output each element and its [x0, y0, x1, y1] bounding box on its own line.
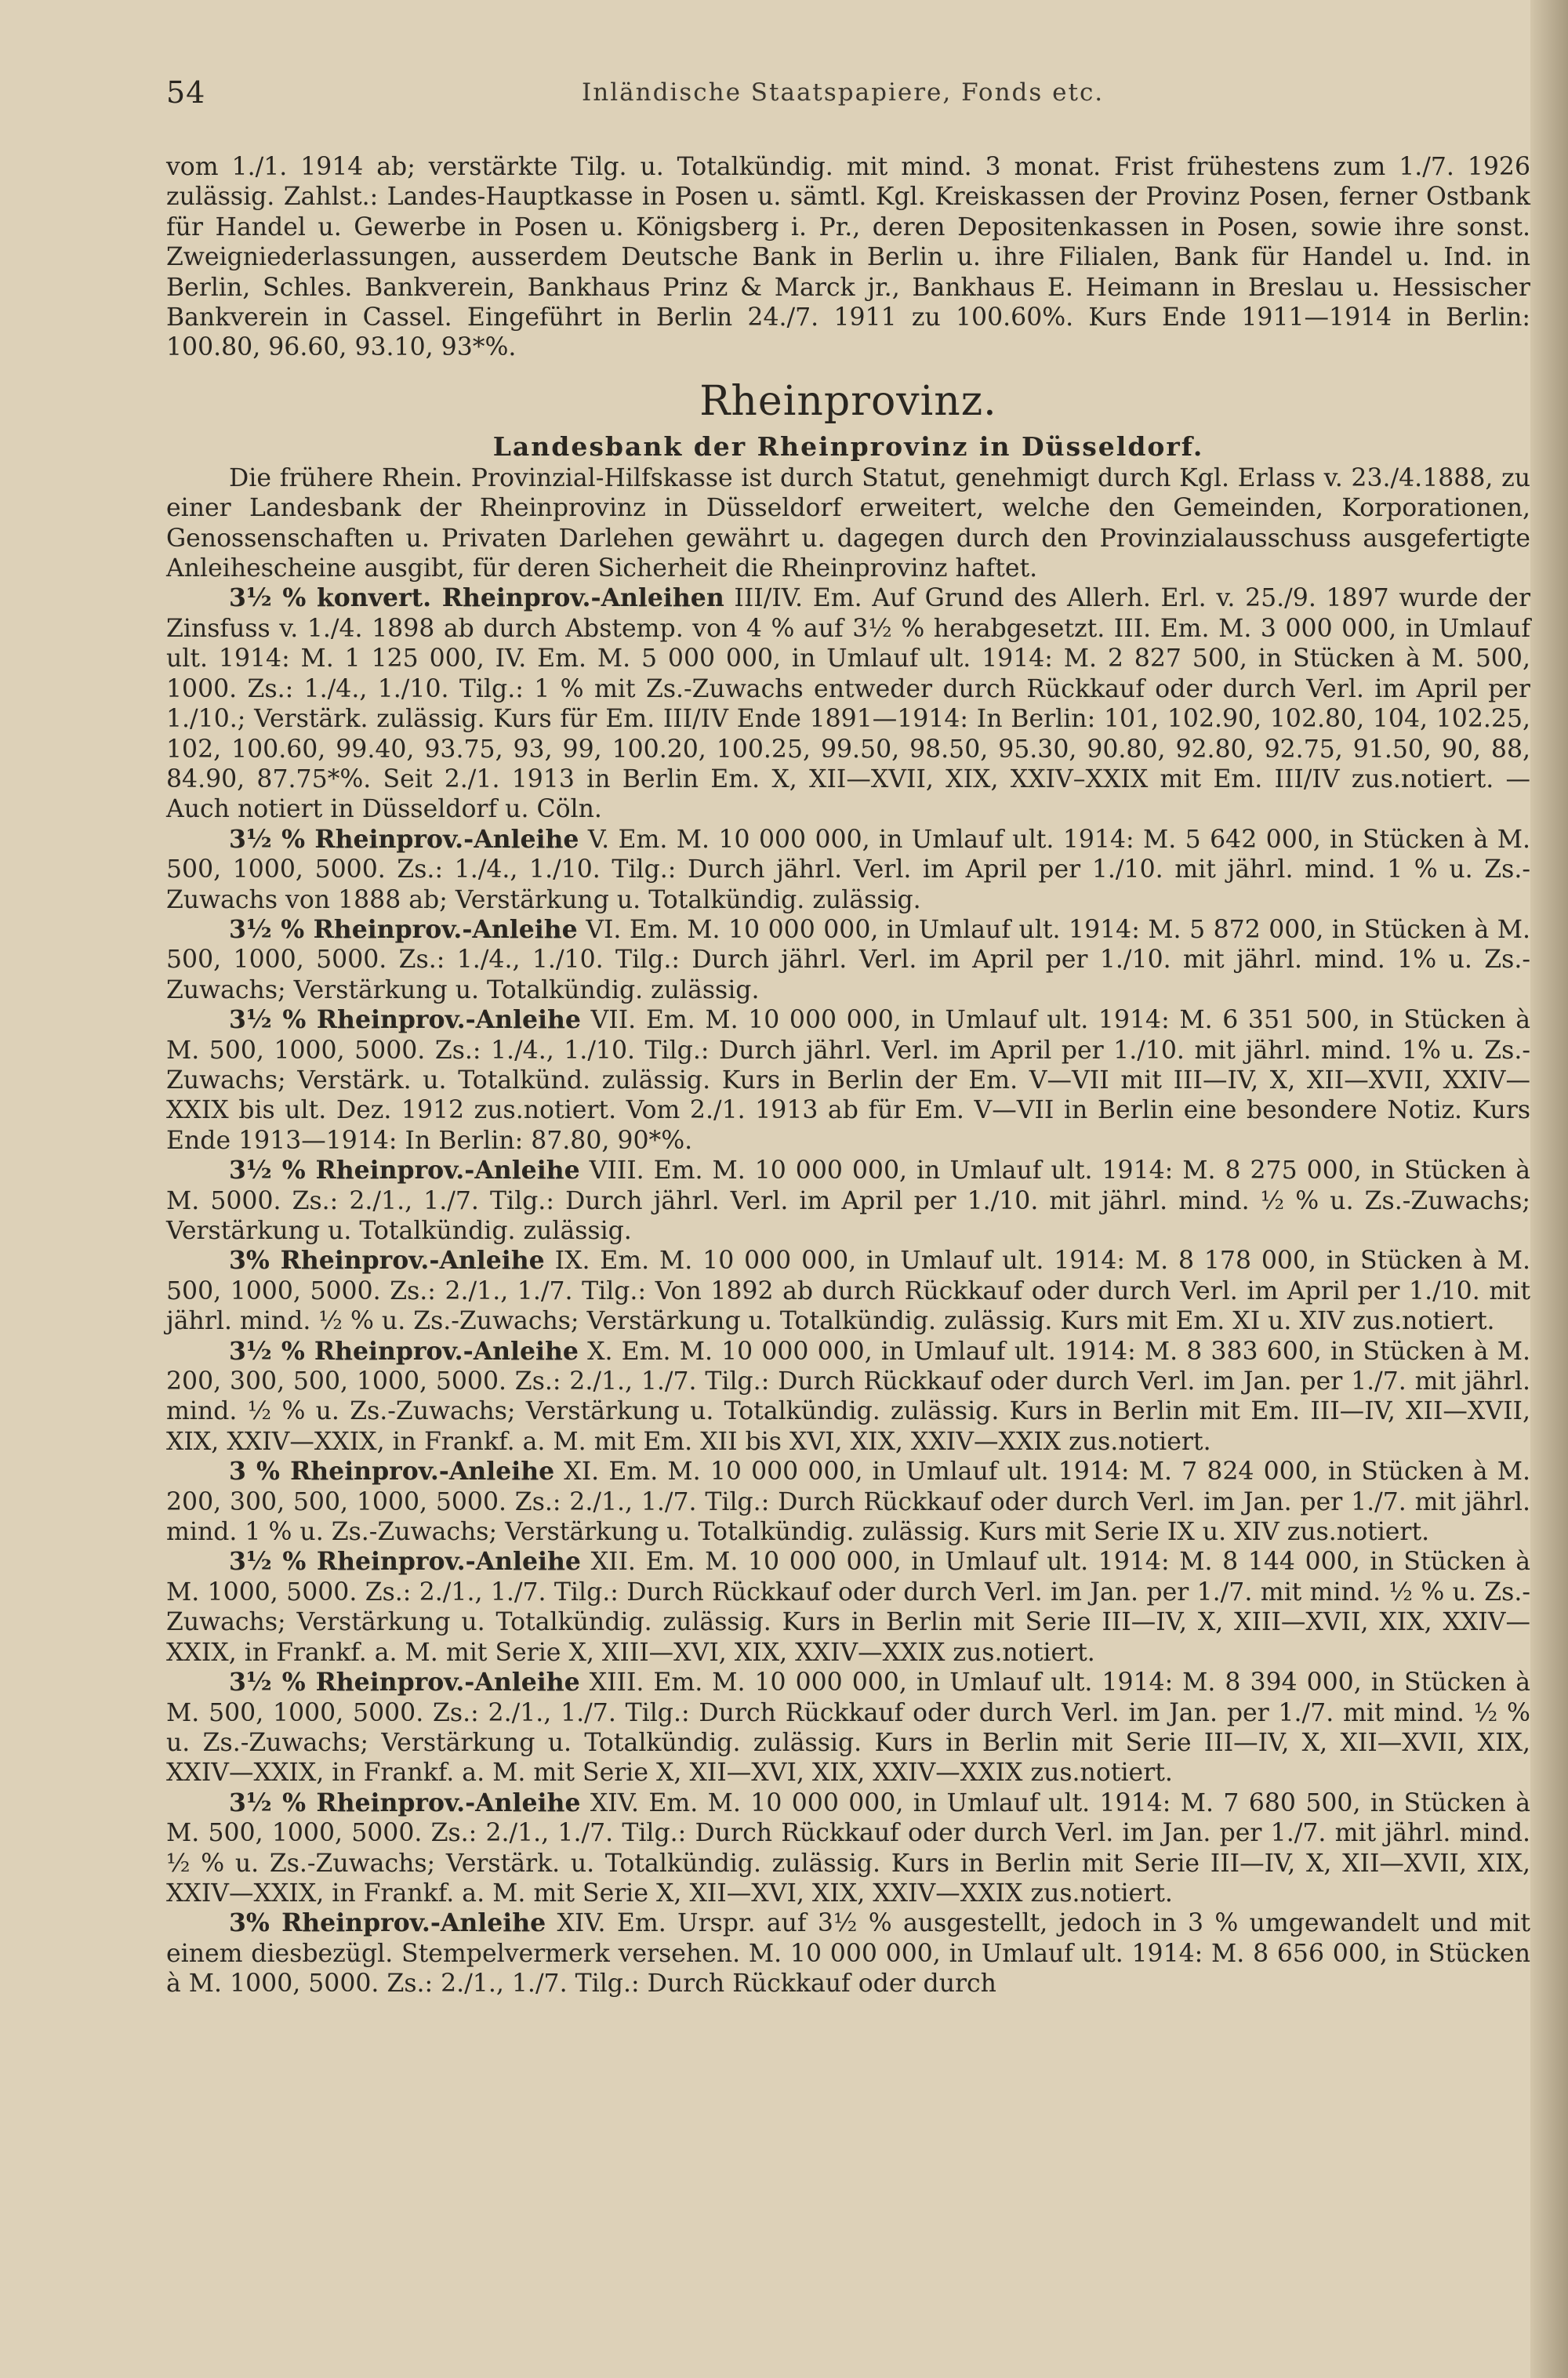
bond-entry	[166, 1337, 1530, 1458]
bond-details: VII. Em. M. 10 000 000, in Umlauf ult. 1914: M. 6 351 500, in Stücken à M. 500, 1000, 5000. Zs.: 1./4., 1./10. Tilg.: Durch jährl. Verl. im April per 1./10. mit jährl. mind. 1% u. Zs.-Zuwachs; Verstärk. u. Totalkünd. zulässig. Kurs in Berlin der Em. V—VII mit III—IV, X, XII—XVII, XXIV—XXIX bis ult. Dez. 1912 zus.notiert. Vom 2./1. 1913 ab für Em. V—VII in Berlin eine besondere Notiz. Kurs Ende 1913—1914: In Berlin: 87.80, 90*%.	[166, 1006, 1530, 1155]
bond-entry	[166, 1246, 1530, 1336]
bond-details: XI. Em. M. 10 000 000, in Umlauf ult. 1914: M. 7 824 000, in Stücken à M. 200, 300, 500, 1000, 5000. Zs.: 2./1., 1./7. Tilg.: Durch Rückkauf oder durch Verl. im Jan. per 1./7. mit jährl. mind. 1 % u. Zs.-Zuwachs; Verstärkung u. Totalkündig. zulässig. Kurs mit Serie IX u. XIV zus.notiert.	[166, 1458, 1530, 1547]
bond-name: 3½ % Rheinprov.-Anleihe	[229, 1788, 581, 1817]
bond-entry	[166, 1005, 1530, 1156]
bond-details: III/IV. Em. Auf Grund des Allerh. Erl. v. 25./9. 1897 wurde der Zinsfuss v. 1./4. 1898 ab durch Abstemp. von 4 % auf 3½ % herabgesetzt. III. Em. M. 3 000 000, in Umlauf ult. 1914: M. 1 125 000, IV. Em. M. 5 000 000, in Umlauf ult. 1914: M. 2 827 500, in Stücken à M. 500, 1000. Zs.: 1./4., 1./10. Tilg.: 1 % mit Zs.-Zuwachs entweder durch Rückkauf oder durch Verl. im April per 1./10.; Verstärk. zulässig. Kurs für Em. III/IV Ende 1891—1914: In Berlin: 101, 102.90, 102.80, 104, 102.25, 102, 100.60, 99.40, 93.75, 93, 99, 100.20, 100.25, 99.50, 98.50, 95.30, 90.80, 92.80, 92.75, 91.50, 90, 88, 84.90, 87.75*%. Seit 2./1. 1913 in Berlin Em. X, XII—XVII, XIX, XXIV–XXIX mit Em. III/IV zus.notiert. — Auch notiert in Düsseldorf u. Cöln.	[166, 584, 1530, 824]
bond-entry	[166, 915, 1530, 1005]
bond-details: XII. Em. M. 10 000 000, in Umlauf ult. 1914: M. 8 144 000, in Stücken à M. 1000, 5000. Zs.: 2./1., 1./7. Tilg.: Durch Rückkauf oder durch Verl. im Jan. per 1./7. mit mind. ½ % u. Zs.-Zuwachs; Verstärkung u. Totalkündig. zulässig. Kurs in Berlin mit Serie III—IV, X, XIII—XVII, XIX, XXIV—XXIX, in Frankf. a. M. mit Serie X, XIII—XVI, XIX, XXIV—XXIX zus.notiert.	[166, 1548, 1530, 1667]
bond-name: 3% Rheinprov.-Anleihe	[229, 1246, 545, 1276]
bond-details: V. Em. M. 10 000 000, in Umlauf ult. 1914: M. 5 642 000, in Stücken à M. 500, 1000, 5000. Zs.: 1./4., 1./10. Tilg.: Durch jährl. Verl. im April per 1./10. mit jährl. mind. 1 % u. Zs.-Zuwachs von 1888 ab; Verstärkung u. Totalkündig. zulässig.	[166, 825, 1530, 914]
section-title: Rheinprovinz.	[699, 377, 997, 425]
bond-name: 3½ % Rheinprov.-Anleihe	[229, 914, 578, 944]
bond-entry	[166, 1788, 1530, 1909]
intro-paragraph: vom 1./1. 1914 ab; verstärkte Tilg. u. Totalkündig. mit mind. 3 monat. Frist frühestens zum 1./7. 1926 zulässig. Zahlst.: Landes-Hauptkasse in Posen u. sämtl. Kgl. Kreiskassen der Provinz Posen, ferner Ostbank für Handel u. Gewerbe in Posen u. Königsberg i. Pr., deren Depositenkassen in Posen, sowie ihre sonst. Zweigniederlassungen, ausserdem Deutsche Bank in Berlin u. ihre Filialen, Bank für Handel u. Ind. in Berlin, Schles. Bankverein, Bankhaus Prinz & Marck jr., Bankhaus E. Heimann in Breslau u. Hessischer Bankverein in Cassel. Eingeführt in Berlin 24./7. 1911 zu 100.60%. Kurs Ende 1911—1914 in Berlin: 100.80, 96.60, 93.10, 93*%.	[166, 153, 1530, 362]
bond-name: 3½ % Rheinprov.-Anleihe	[229, 1336, 579, 1366]
page-edge-shadow	[1530, 0, 1568, 2378]
bond-details: XIII. Em. M. 10 000 000, in Umlauf ult. 1914: M. 8 394 000, in Stücken à M. 500, 1000, 5000. Zs.: 2./1., 1./7. Tilg.: Durch Rückkauf oder durch Verl. im Jan. per 1./7. mit mind. ½ % u. Zs.-Zuwachs; Verstärkung u. Totalkündig. zulässig. Kurs in Berlin mit Serie III—IV, X, XII—XVII, XIX, XXIV—XXIX, in Frankf. a. M. mit Serie X, XII—XVI, XIX, XXIV—XXIX zus.notiert.	[166, 1668, 1530, 1788]
running-head: Inländische Staatspapiere, Fonds etc.	[582, 78, 1105, 107]
body-text	[166, 152, 1530, 1999]
bond-entry	[166, 1457, 1530, 1547]
bond-details: X. Em. M. 10 000 000, in Umlauf ult. 1914: M. 8 383 600, in Stücken à M. 200, 300, 500, 1000, 5000. Zs.: 2./1., 1./7. Tilg.: Durch Rückkauf oder durch Verl. im Jan. per 1./7. mit jährl. mind. ½ % u. Zs.-Zuwachs; Verstärkung u. Totalkündig. zulässig. Kurs in Berlin mit Em. III—IV, XII—XVII, XIX, XXIV—XXIX, in Frankf. a. M. mit Em. XII bis XVI, XIX, XXIV—XXIX zus.notiert.	[166, 1337, 1530, 1456]
page-header	[166, 75, 1546, 122]
bond-name: 3½ % konvert. Rheinprov.-Anleihen	[229, 583, 724, 613]
description-paragraph: Die frühere Rhein. Provinzial-Hilfskasse ist durch Statut, genehmigt durch Kgl. Erlass v. 23./4.1888, zu einer Landesbank der Rheinprovinz in Düsseldorf erweitert, welche den Gemeinden, Korporationen, Genossenschaften u. Privaten Darlehen gewährt u. dagegen durch den Provinzialausschuss ausgefertigte Anleihescheine ausgibt, für deren Sicherheit die Rheinprovinz haftet.	[166, 463, 1530, 583]
page-number: 54	[166, 75, 206, 110]
bond-entry	[166, 1547, 1530, 1668]
section-subtitle: Landesbank der Rheinprovinz in Düsseldorf.	[492, 430, 1204, 462]
bond-entry	[166, 1668, 1530, 1788]
bond-entry	[166, 825, 1530, 915]
bond-name: 3% Rheinprov.-Anleihe	[229, 1908, 546, 1938]
bond-details: VI. Em. M. 10 000 000, in Umlauf ult. 1914: M. 5 872 000, in Stücken à M. 500, 1000, 5000. Zs.: 1./4., 1./10. Tilg.: Durch jährl. Verl. im April per 1./10. mit jährl. mind. 1% u. Zs.-Zuwachs; Verstärkung u. Totalkündig. zulässig.	[166, 915, 1530, 1004]
bond-details: VIII. Em. M. 10 000 000, in Umlauf ult. 1914: M. 8 275 000, in Stücken à M. 5000. Zs.: 2./1., 1./7. Tilg.: Durch jährl. Verl. im April per 1./10. mit jährl. mind. ½ % u. Zs.-Zuwachs; Verstärkung u. Totalkündig. zulässig.	[166, 1156, 1530, 1245]
bond-name: 3½ % Rheinprov.-Anleihe	[229, 1005, 581, 1035]
bond-name: 3½ % Rheinprov.-Anleihe	[229, 1156, 580, 1185]
bond-name: 3½ % Rheinprov.-Anleihe	[229, 1668, 580, 1697]
bond-details: XIV. Em. M. 10 000 000, in Umlauf ult. 1914: M. 7 680 500, in Stücken à M. 500, 1000, 5000. Zs.: 2./1., 1./7. Tilg.: Durch Rückkauf oder durch Verl. im Jan. per 1./7. mit jährl. mind. ½ % u. Zs.-Zuwachs; Verstärk. u. Totalkündig. zulässig. Kurs in Berlin mit Serie III—IV, X, XII—XVII, XIX, XXIV—XXIX, in Frankf. a. M. mit Serie X, XII—XVI, XIX, XXIV—XXIX zus.notiert.	[166, 1788, 1530, 1908]
bond-details: XIV. Em. Urspr. auf 3½ % ausgestellt, jedoch in 3 % umgewandelt und mit einem diesbezügl. Stempelvermerk versehen. M. 10 000 000, in Umlauf ult. 1914: M. 8 656 000, in Stücken à M. 1000, 5000. Zs.: 2./1., 1./7. Tilg.: Durch Rückkauf oder durch	[166, 1909, 1530, 1999]
bond-entry	[166, 1908, 1530, 1999]
bond-entry	[166, 583, 1530, 824]
bond-entry	[166, 1156, 1530, 1246]
bond-details: IX. Em. M. 10 000 000, in Umlauf ult. 1914: M. 8 178 000, in Stücken à M. 500, 1000, 5000. Zs.: 2./1., 1./7. Tilg.: Von 1892 ab durch Rückkauf oder durch Verl. im April per 1./10. mit jährl. mind. ½ % u. Zs.-Zuwachs; Verstärkung u. Totalkündig. zulässig. Kurs mit Em. XI u. XIV zus.notiert.	[166, 1247, 1530, 1336]
bond-name: 3½ % Rheinprov.-Anleihe	[229, 824, 579, 854]
bond-name: 3½ % Rheinprov.-Anleihe	[229, 1547, 581, 1577]
bond-name: 3 % Rheinprov.-Anleihe	[229, 1457, 555, 1487]
